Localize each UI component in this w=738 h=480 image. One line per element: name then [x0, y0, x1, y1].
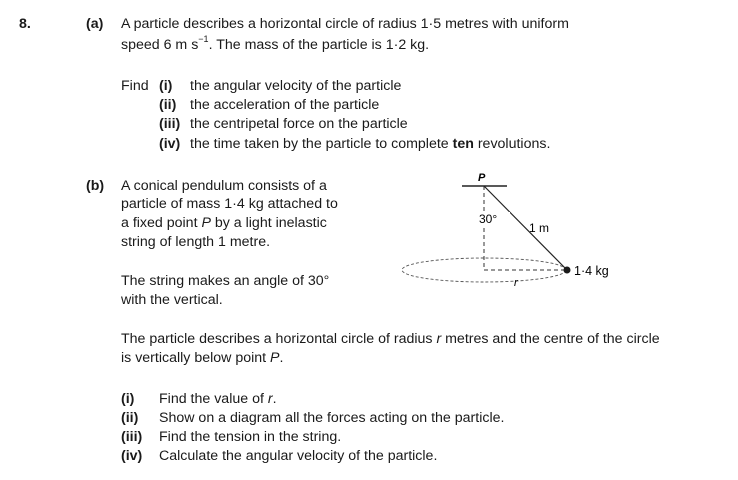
part-b-circle-line2: is vertically below point P. — [121, 350, 284, 366]
part-b-label: (b) — [86, 178, 105, 194]
part-a-label: (a) — [86, 16, 104, 32]
part-a-intro-line2: speed 6 m $s^{-1}$. The mass of the particle is 1·2 kg. — [121, 34, 430, 53]
part-a-item-ii-label: (ii) — [159, 97, 177, 113]
part-b-item-iii-label: (iii) — [121, 429, 143, 445]
radius-r-label: r — [514, 277, 518, 289]
part-a-item-i-label: (i) — [159, 78, 173, 94]
part-a-intro-line1: A particle describes a horizontal circle of radius 1·5 metres with uniform — [121, 16, 569, 32]
part-b-desc-line1: A conical pendulum consists of a — [121, 178, 327, 194]
part-a-item-ii-text: the acceleration of the particle — [190, 97, 380, 113]
question-number: 8. — [19, 16, 31, 32]
part-b-item-i-label: (i) — [121, 391, 135, 407]
part-b-desc-line2: particle of mass 1·4 kg attached to — [121, 196, 338, 212]
part-b-item-iii-text: Find the tension in the string. — [159, 429, 342, 445]
find-label: Find — [121, 78, 149, 94]
part-a-item-iv-text: the time taken by the particle to complete ten revolutions. — [190, 136, 551, 152]
part-b-desc-line3: a fixed point P by a light inelastic — [121, 215, 327, 231]
part-b-angle-line1: The string makes an angle of 30° — [121, 273, 330, 289]
particle-dot — [564, 267, 571, 274]
part-a-item-iii-text: the centripetal force on the particle — [190, 116, 408, 132]
part-b-circle-line1: The particle describes a horizontal circle of radius r metres and the centre of the circle — [121, 331, 660, 347]
pendulum-string — [484, 186, 566, 269]
part-b-angle-line2: with the vertical. — [121, 292, 223, 308]
part-b-item-i-text: Find the value of r. — [159, 391, 277, 407]
part-b-desc-line4: string of length 1 metre. — [121, 234, 271, 250]
part-b-item-ii-label: (ii) — [121, 410, 139, 426]
angle-30-label: 30° — [479, 212, 498, 226]
part-b-item-iv-label: (iv) — [121, 448, 143, 464]
diagram-point-p-label: P — [478, 172, 486, 184]
part-a-item-iii-label: (iii) — [159, 116, 181, 132]
part-a-item-iv-label: (iv) — [159, 136, 181, 152]
mass-label: 1·4 kg — [574, 264, 609, 278]
part-b-item-ii-text: Show on a diagram all the forces acting on the particle. — [159, 410, 505, 426]
part-a-item-i-text: the angular velocity of the particle — [190, 78, 402, 94]
string-length-label: 1 m — [529, 221, 550, 235]
part-b-item-iv-text: Calculate the angular velocity of the particle. — [159, 448, 438, 464]
